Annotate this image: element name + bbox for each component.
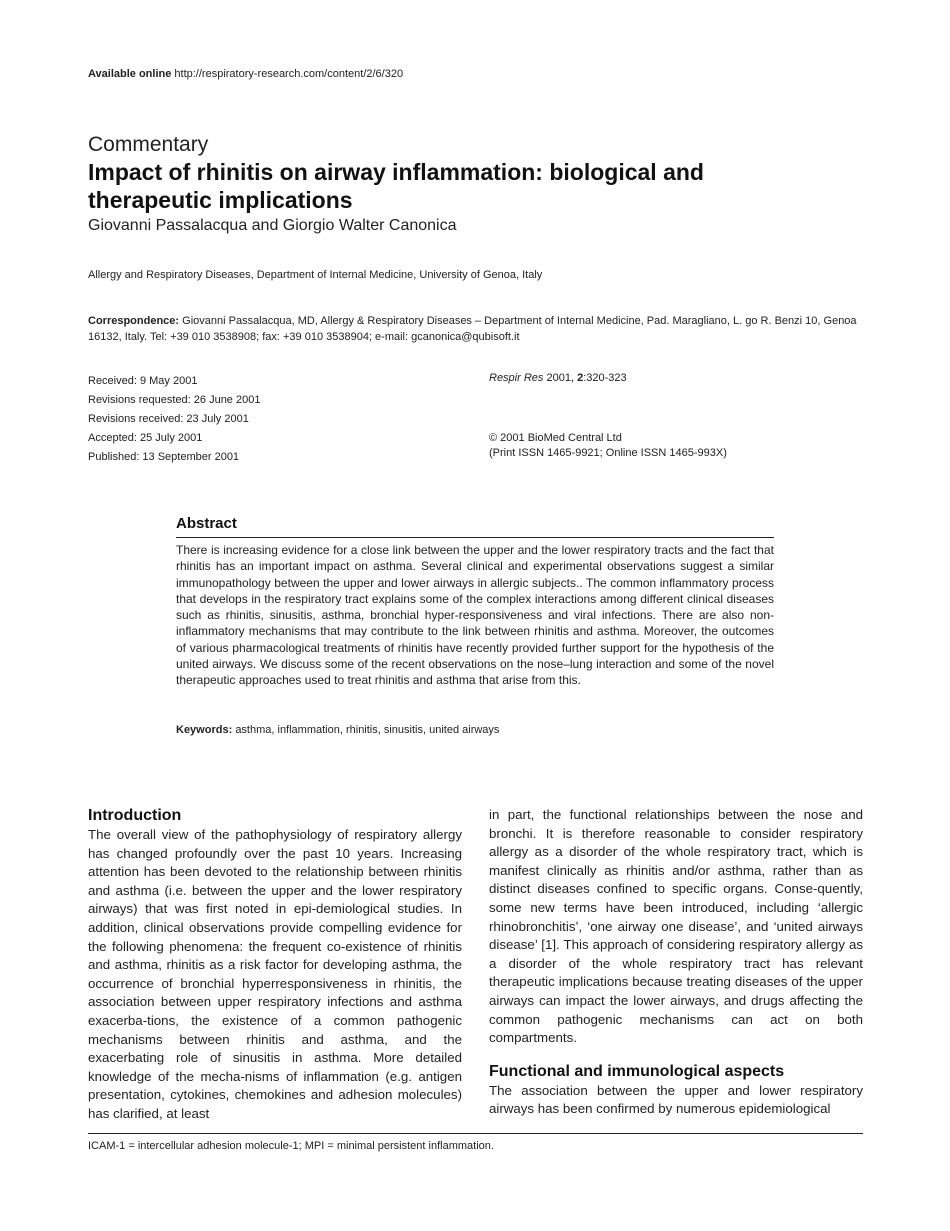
correspondence: [88, 313, 863, 345]
article-authors: Giovanni Passalacqua and Giorgio Walter Canonica: [88, 217, 457, 234]
article-url[interactable]: http://respiratory-research.com/content/2/6/320: [174, 68, 404, 80]
date-published: Published: 13 September 2001: [88, 451, 240, 463]
issn: (Print ISSN 1465-9921; Online ISSN 1465-993X): [489, 447, 727, 459]
correspondence-label: Correspondence:: [88, 315, 180, 327]
citation: [489, 372, 627, 384]
introduction-paragraph: The overall view of the pathophysiology of respiratory allergy has changed profoundly over the past 10 years. Increasing attention has been devoted to the relationship between rhinitis and asthma (i.e. between the upper and the lower respiratory airways) that was first noted in epi-demiological studies. In addition, clinical observations provide compelling evidence for the following phenomena: the frequent co-existence of rhinitis and asthma, rhinitis as a risk factor for developing asthma, the occurrence of bronchial hyperresponsiveness in rhinitis, the association between upper respiratory infections and asthma exacerba-tions, the existence of a common pathogenic mechanisms between rhinitis and asthma, and the exacerbating role of sinusitis in asthma. More detailed knowledge of the mecha-nisms of inflammation (e.g. antigen presentation, cytokines, chemokines and adhesion molecules) has clarified, at least: [88, 827, 462, 1121]
date-revisions-requested: Revisions requested: 26 June 2001: [88, 394, 261, 406]
citation-year: 2001,: [546, 372, 574, 384]
abstract-divider: [176, 537, 774, 538]
footnote-divider: [88, 1133, 863, 1134]
keywords-label: Keywords:: [176, 724, 233, 736]
available-online-label: Available online: [88, 68, 172, 80]
abstract-text: There is increasing evidence for a close link between the upper and the lower respiratory tracts and the fact that rhinitis has an important impact on asthma. Several clinical and experimental observations suggest a similar immunopathology between the upper and lower airways in allergic subjects.. The common inflammatory process that develops in the respiratory tract explains some of the complex interactions among different clinical diseases such as rhinitis, sinusitis, asthma, bronchial hyper-responsiveness and viral infections. There are also non-inflammatory mechanisms that may contribute to the link between rhinitis and asthma. Moreover, the outcomes of various pharmacological treatments of rhinitis have recently provided further support for the hypothesis of the united airways. We discuss some of the recent observations on the nose–lung interaction and some of the novel therapeutic approaches used to treat rhinitis and asthma that arise from this.: [176, 543, 774, 688]
functional-heading: Functional and immunological aspects: [489, 1062, 785, 1080]
journal-name: Respir Res: [489, 372, 544, 384]
section-gap: [489, 1048, 863, 1062]
abstract-heading: Abstract: [176, 515, 237, 532]
copyright: © 2001 BioMed Central Ltd: [489, 432, 622, 444]
keywords-list: asthma, inflammation, rhinitis, sinusitis, united airways: [235, 724, 500, 736]
citation-volume: 2: [577, 372, 584, 384]
date-accepted: Accepted: 25 July 2001: [88, 432, 203, 444]
body-column-left: [88, 806, 462, 1124]
citation-pages: :320-323: [583, 372, 627, 384]
online-availability: [88, 68, 403, 80]
article-title: Impact of rhinitis on airway inflammation: biological and therapeutic implications: [88, 159, 704, 213]
affiliation: Allergy and Respiratory Diseases, Department of Internal Medicine, University of Genoa, Italy: [88, 269, 543, 281]
functional-paragraph: The association between the upper and lower respiratory airways has been confirmed by numerous epidemiological: [489, 1082, 863, 1117]
section-type: Commentary: [88, 133, 209, 156]
publication-dates: [88, 372, 260, 467]
keywords: [176, 724, 499, 736]
copyright-block: [489, 431, 727, 461]
date-received: Received: 9 May 2001: [88, 375, 198, 387]
correspondence-text: Giovanni Passalacqua, MD, Allergy & Respiratory Diseases – Department of Internal Medicine, Pad. Maragliano, L. go R. Benzi 10, Genoa 16132, Italy. Tel: +39 010 3538908; fax: +39 010 3538904; e-mail: gcanonica@qubisoft.it: [88, 315, 857, 343]
date-revisions-received: Revisions received: 23 July 2001: [88, 413, 249, 425]
introduction-continued: in part, the functional relationships between the nose and bronchi. It is therefore reasonable to consider respiratory allergy as a disorder of the whole respiratory tract, which is manifest clinically as rhinitis and/or asthma, rather than as distinct diseases confined to specific organs. Conse-quently, some new terms have been introduced, including ‘allergic rhinobronchitis’, ‘one airway one disease’, and ‘united airways disease’ [1]. This approach of considering respiratory allergy as a disorder of the whole respiratory tract has relevant therapeutic implications because treating diseases of the upper airways can impact the lower airways, and drugs affecting the common pathogenic mechanisms can act on both compartments.: [489, 807, 863, 1046]
abbreviations-footnote: ICAM-1 = intercellular adhesion molecule-1; MPI = minimal persistent inflammation.: [88, 1140, 494, 1152]
body-column-right: [489, 806, 863, 1119]
introduction-heading: Introduction: [88, 807, 182, 824]
